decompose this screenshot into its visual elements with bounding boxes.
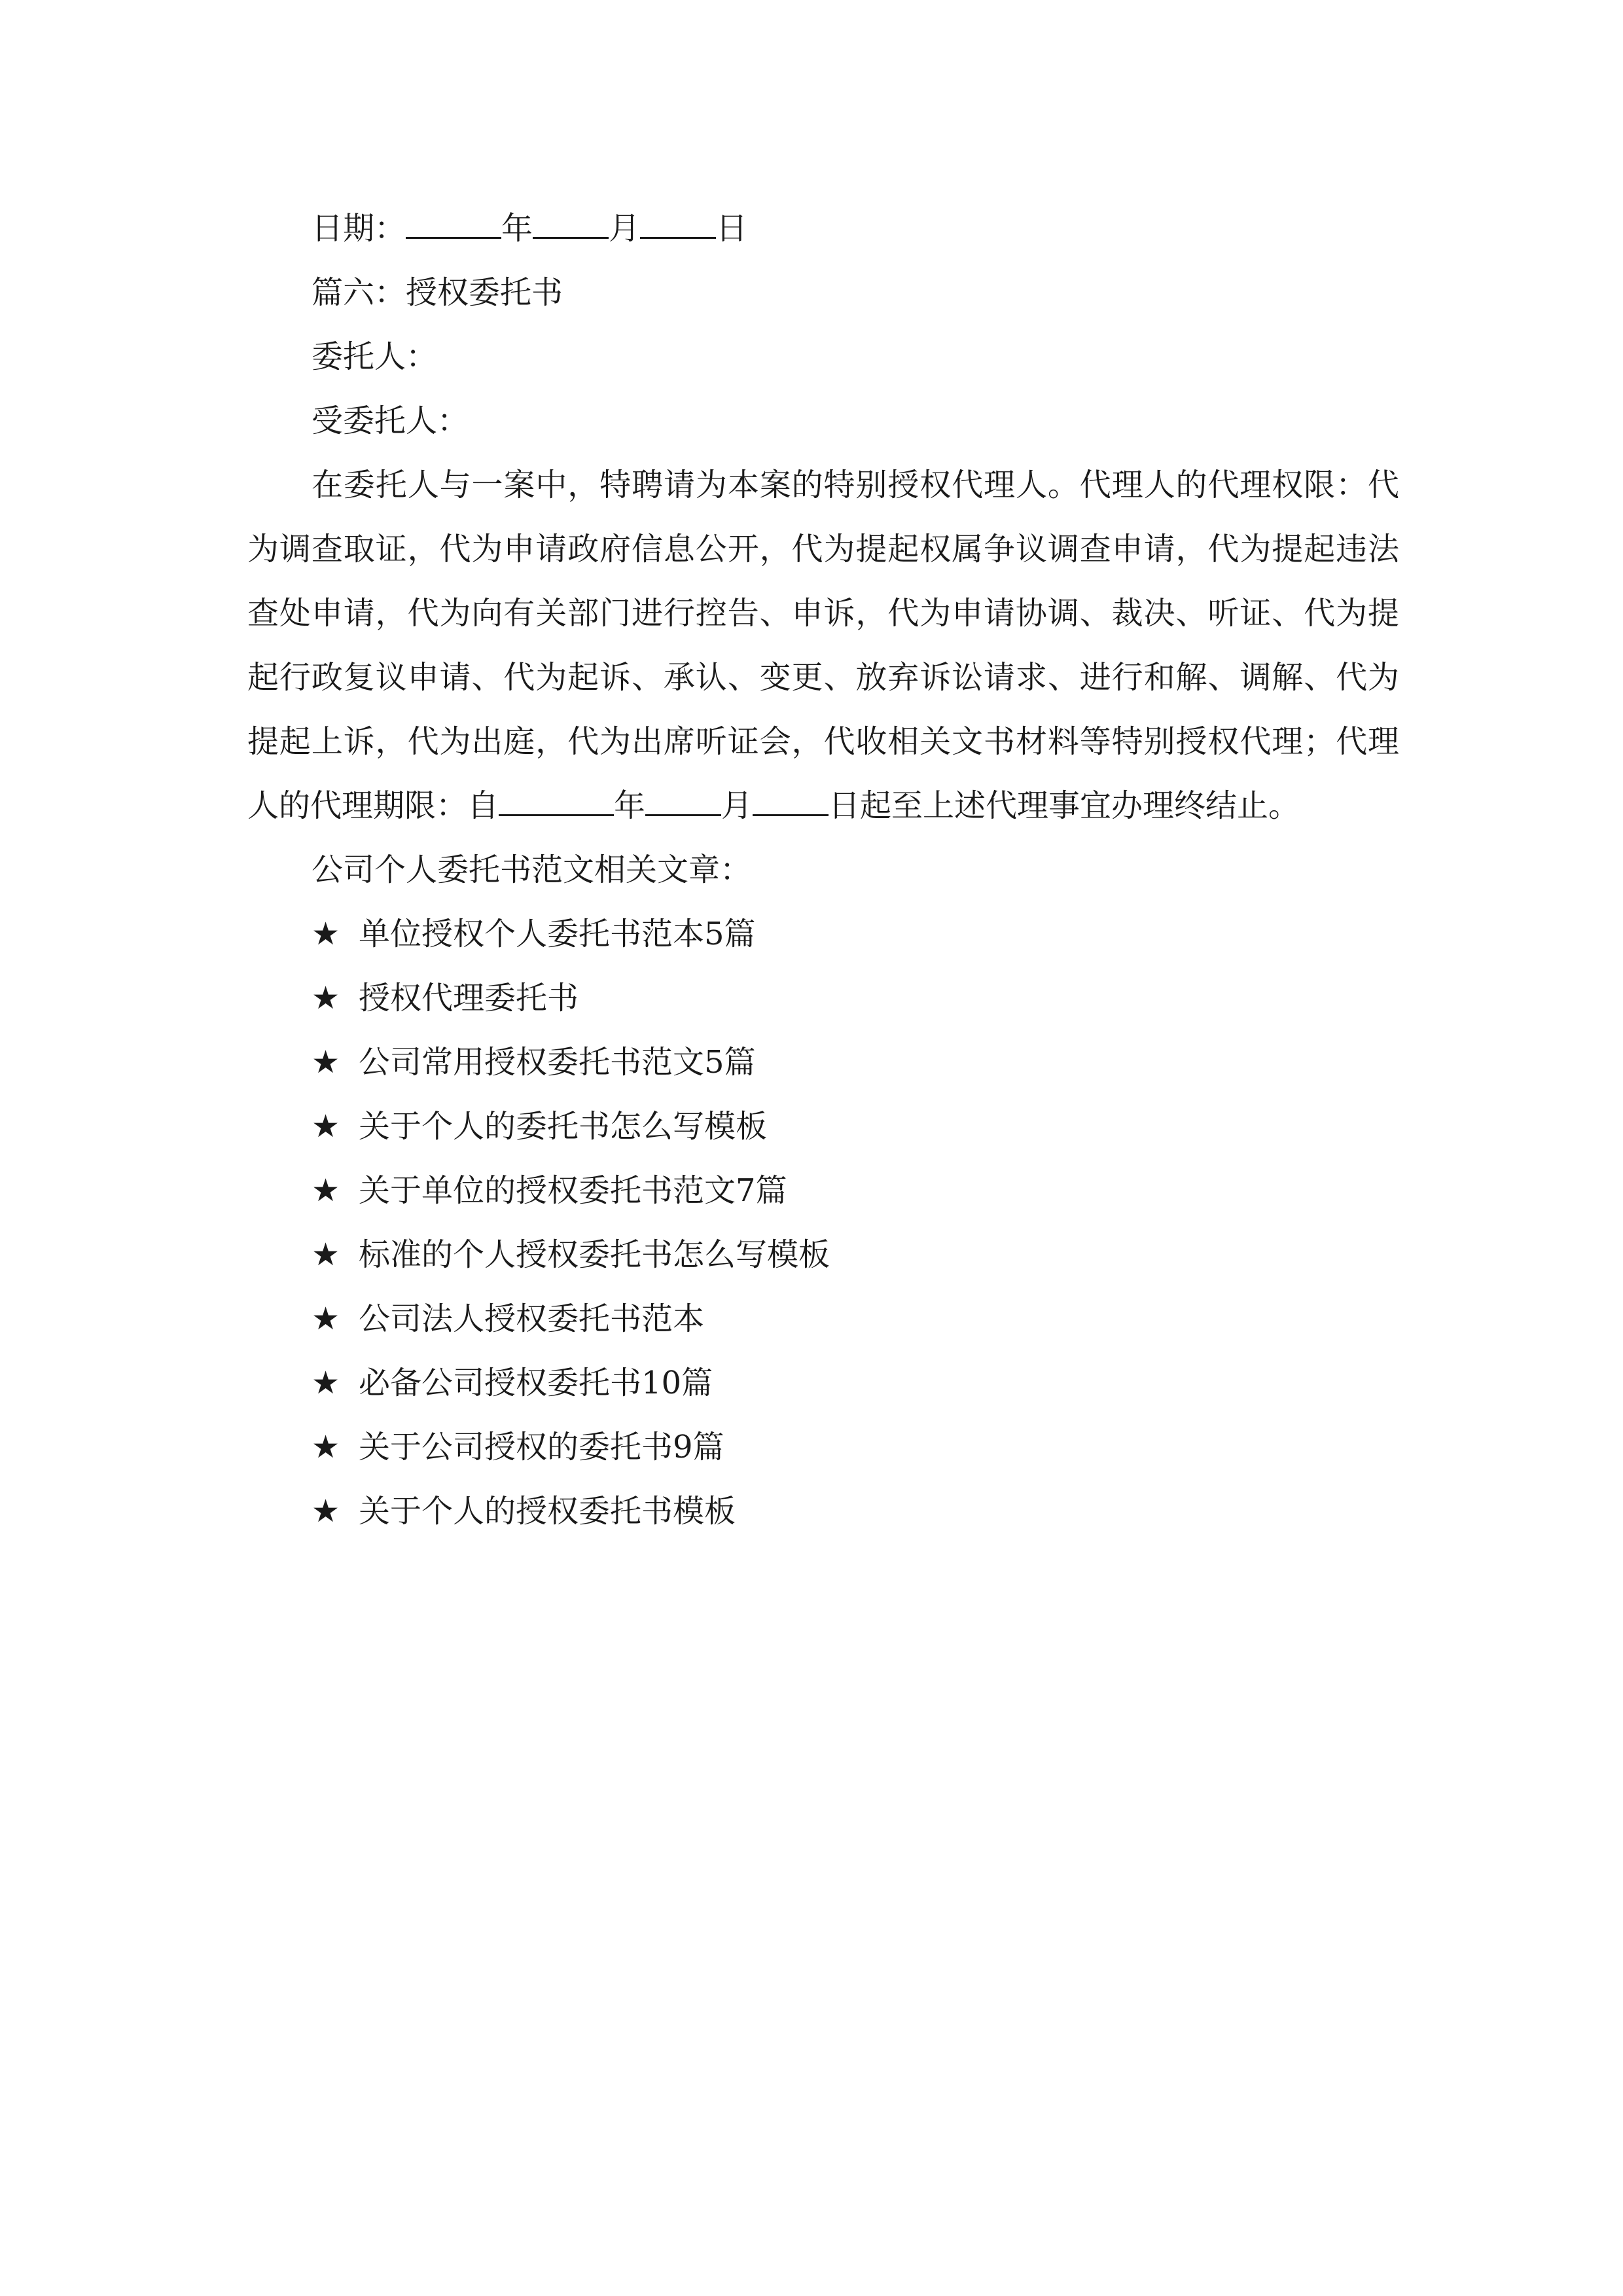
period-day-blank — [753, 788, 829, 816]
related-article-title[interactable]: 关于个人的委托书怎么写模板 — [359, 1108, 768, 1145]
period-tail-text: 日起至上述代理事宜办理终结止。 — [829, 787, 1300, 824]
star-icon: ★ — [312, 1172, 340, 1209]
related-article-item[interactable] — [247, 1351, 1399, 1415]
related-article-item[interactable] — [247, 966, 1399, 1030]
day-blank — [640, 211, 716, 239]
related-articles-list — [247, 902, 1399, 1543]
day-label: 日 — [716, 210, 748, 247]
star-icon: ★ — [312, 1236, 340, 1273]
month-label: 月 — [609, 210, 641, 247]
related-article-title[interactable]: 关于公司授权的委托书9篇 — [359, 1429, 724, 1465]
related-article-title[interactable]: 授权代理委托书 — [359, 980, 579, 1016]
star-icon: ★ — [312, 1044, 340, 1081]
related-article-item[interactable] — [247, 1030, 1399, 1094]
month-blank — [533, 211, 609, 239]
related-article-item[interactable] — [247, 1415, 1399, 1479]
star-icon: ★ — [312, 1300, 340, 1337]
section-title: 篇六：授权委托书 — [312, 274, 563, 311]
year-label: 年 — [501, 210, 533, 247]
authorization-paragraph — [247, 453, 1399, 838]
period-month-blank — [645, 788, 721, 816]
related-article-item[interactable] — [247, 1094, 1399, 1158]
related-article-item[interactable] — [247, 1223, 1399, 1287]
related-article-title[interactable]: 公司法人授权委托书范本 — [359, 1300, 705, 1337]
date-line — [247, 196, 1399, 260]
year-blank — [406, 211, 501, 239]
document-body — [247, 196, 1399, 1543]
star-icon: ★ — [312, 1108, 340, 1145]
related-article-title[interactable]: 关于单位的授权委托书范文7篇 — [359, 1172, 787, 1209]
star-icon: ★ — [312, 1365, 340, 1401]
star-icon: ★ — [312, 916, 340, 952]
star-icon: ★ — [312, 1429, 340, 1465]
related-article-item[interactable] — [247, 1158, 1399, 1223]
agent-label: 受委托人： — [312, 403, 469, 439]
authorization-text: 在委托人与一案中，特聘请为本案的特别授权代理人。代理人的代理权限：代为调查取证，代为申请政府信息公开，代为提起权属争议调查申请，代为提起违法查处申请，代为向有关部门进行控告、申诉，代为申请协调、裁决、听证、代为提起行政复议申请、代为起诉、承认、变更、放弃诉讼请求、进行和解、调解、代为提起上诉，代为出庭，代为出席听证会，代收相关文书材料等特别授权代理；代理人的代理期限：自 — [247, 467, 1399, 824]
star-icon: ★ — [312, 1493, 340, 1530]
related-article-title[interactable]: 标准的个人授权委托书怎么写模板 — [359, 1236, 830, 1273]
related-article-title[interactable]: 关于个人的授权委托书模板 — [359, 1493, 736, 1530]
related-article-item[interactable] — [247, 1479, 1399, 1543]
related-article-title[interactable]: 单位授权个人委托书范本5篇 — [359, 916, 756, 952]
principal-label: 委托人： — [312, 338, 438, 375]
related-article-item[interactable] — [247, 902, 1399, 966]
related-article-title[interactable]: 必备公司授权委托书10篇 — [359, 1365, 713, 1401]
related-article-item[interactable] — [247, 1287, 1399, 1351]
star-icon: ★ — [312, 980, 340, 1016]
period-year-blank — [499, 788, 614, 816]
related-heading: 公司个人委托书范文相关文章： — [312, 852, 752, 888]
period-month-label: 月 — [721, 787, 753, 824]
period-year-label: 年 — [614, 787, 646, 824]
related-article-title[interactable]: 公司常用授权委托书范文5篇 — [359, 1044, 756, 1081]
date-label: 日期： — [312, 210, 406, 247]
